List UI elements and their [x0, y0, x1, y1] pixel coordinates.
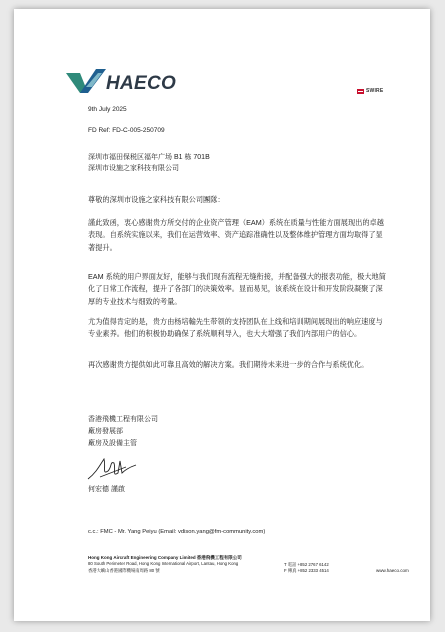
paragraph-1: [88, 217, 388, 254]
paragraph-text: 尤为值得肯定的是，贵方由杨培輸先生带领的支持团队在上线和培训期间展现出的响应速度与专业素养。他们的积极协助确保了系统顺利导入，也大大增强了我们内部用户的信心。: [88, 317, 383, 339]
footer-fax: F 傳真 +852 2333 4514: [284, 568, 329, 574]
footer-phone: T 電話 +852 2767 6142: [284, 562, 329, 567]
letter-page: [14, 9, 430, 621]
haeco-wing-icon: [66, 67, 106, 95]
footer-contact: [284, 562, 329, 575]
footer-company-zh: 香港飛機工程有限公司: [196, 555, 242, 560]
footer-address: [88, 555, 242, 574]
swire-wordmark: SWIRE: [366, 88, 384, 94]
footer-website: www.haeco.com: [376, 568, 409, 573]
recipient-address: 深圳市福田保税区福年广场 B1 栋 701B: [88, 154, 210, 161]
footer-company-en: Hong Kong Aircraft Engineering Company Limited: [88, 555, 196, 560]
carbon-copy-line: c.c.: FMC - Mr. Yang Peiyu (Email: vdison.yang@fm-community.com): [88, 529, 266, 535]
paragraph-text: EAM 系统的用户界面友好，能够与我们现有流程无缝衔接，并配备强大的报表功能，极大地简化了日常工作流程，提升了各部门的决策效率。显而易见，该系统在设计和开发阶段凝聚了深厚的专业技术与细致的考量。: [88, 272, 386, 306]
salutation: 尊敬的深圳市设施之家科技有限公司團隊：: [88, 195, 225, 204]
logo-wordmark: HAECO: [106, 73, 177, 94]
sign-off-company: 香港飛機工程有限公司: [88, 416, 158, 423]
paragraph-text: 謹此致函，衷心感谢贵方所交付的企业资产管理（EAM）系统在质量与性能方面展现出的卓越表现。自系统实施以来，我们在运营效率、资产追踪准确性以及整体维护管理方面均取得了显著提升。: [88, 218, 384, 252]
paragraph-4: [88, 359, 388, 371]
sign-off-title: 廠房及設備主管: [88, 440, 137, 447]
footer-address-en: 80 South Perimeter Road, Hong Kong International Airport, Lantau, Hong Kong: [88, 561, 239, 567]
letter-reference: FD Ref: FD-C-005-250709: [88, 127, 165, 134]
handwritten-signature: [86, 455, 142, 483]
swire-flag-icon: [357, 89, 364, 94]
recipient-company: 深圳市设施之家科技有限公司: [88, 165, 179, 172]
paragraph-text: 再次感谢贵方提供如此可靠且高效的解决方案。我们期待未来进一步的合作与系统优化。: [88, 360, 369, 369]
paragraph-2: [88, 271, 388, 308]
footer-address-zh: 香港大嶼山香港國際機場南周路 80 號: [88, 567, 160, 573]
signatory-name: 何宏德 謹啟: [88, 486, 125, 493]
sign-off-block: [88, 414, 158, 450]
letter-date: 9th July 2025: [88, 106, 127, 113]
paragraph-3: [88, 316, 388, 341]
swire-logo: [357, 88, 383, 94]
sign-off-department: 廠房發展部: [88, 428, 123, 435]
